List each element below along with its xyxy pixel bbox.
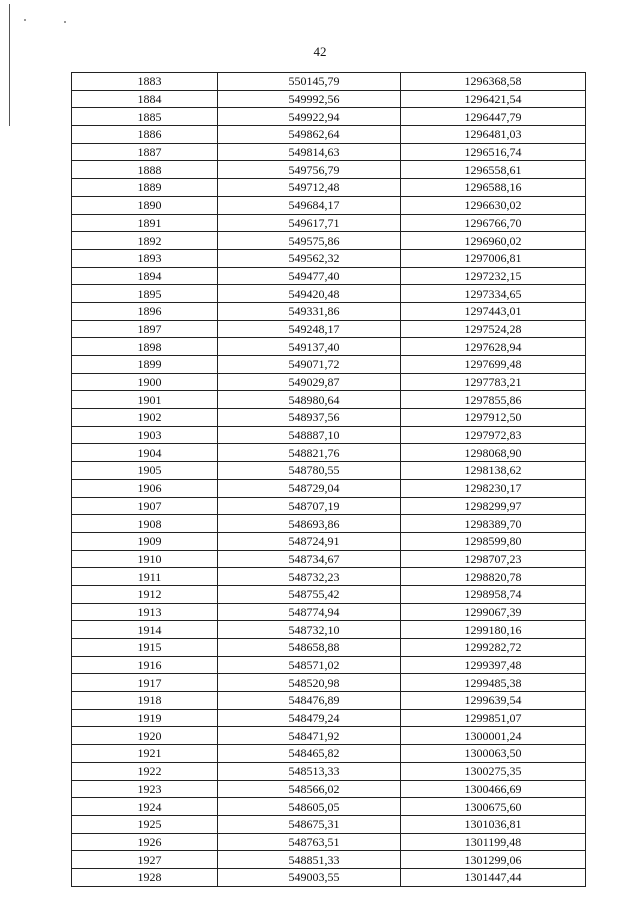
y-coordinate-cell: 1298707,23 (401, 550, 586, 568)
scan-speck (24, 19, 26, 21)
y-coordinate-cell: 1296960,02 (401, 232, 586, 250)
y-coordinate-cell: 1296516,74 (401, 143, 586, 161)
point-number-cell: 1918 (72, 692, 218, 710)
point-number-cell: 1902 (72, 409, 218, 427)
y-coordinate-cell: 1297232,15 (401, 267, 586, 285)
y-coordinate-cell: 1300466,69 (401, 780, 586, 798)
y-coordinate-cell: 1298068,90 (401, 444, 586, 462)
table-row (72, 798, 586, 816)
x-coordinate-cell: 548851,33 (218, 851, 401, 869)
table-row (72, 73, 586, 91)
table-row (72, 249, 586, 267)
point-number-cell: 1923 (72, 780, 218, 798)
x-coordinate-cell: 549420,48 (218, 285, 401, 303)
y-coordinate-cell: 1299485,38 (401, 674, 586, 692)
x-coordinate-cell: 548732,10 (218, 621, 401, 639)
y-coordinate-cell: 1300275,35 (401, 762, 586, 780)
x-coordinate-cell: 548471,92 (218, 727, 401, 745)
x-coordinate-cell: 548887,10 (218, 426, 401, 444)
y-coordinate-cell: 1297006,81 (401, 249, 586, 267)
page-number: 42 (313, 44, 327, 59)
table-row (72, 161, 586, 179)
point-number-cell: 1886 (72, 126, 218, 144)
table-row (72, 815, 586, 833)
point-number-cell: 1911 (72, 568, 218, 586)
y-coordinate-cell: 1297524,28 (401, 320, 586, 338)
y-coordinate-cell: 1298389,70 (401, 515, 586, 533)
table-row (72, 196, 586, 214)
x-coordinate-cell: 549684,17 (218, 196, 401, 214)
x-coordinate-cell: 548520,98 (218, 674, 401, 692)
point-number-cell: 1887 (72, 143, 218, 161)
y-coordinate-cell: 1299067,39 (401, 603, 586, 621)
point-number-cell: 1901 (72, 391, 218, 409)
y-coordinate-cell: 1299639,54 (401, 692, 586, 710)
x-coordinate-cell: 549756,79 (218, 161, 401, 179)
y-coordinate-cell: 1298299,97 (401, 497, 586, 515)
point-number-cell: 1899 (72, 356, 218, 374)
point-number-cell: 1897 (72, 320, 218, 338)
point-number-cell: 1884 (72, 90, 218, 108)
x-coordinate-cell: 550145,79 (218, 73, 401, 91)
x-coordinate-cell: 548566,02 (218, 780, 401, 798)
x-coordinate-cell: 549617,71 (218, 214, 401, 232)
table-body (72, 73, 586, 887)
point-number-cell: 1919 (72, 709, 218, 727)
x-coordinate-cell: 548479,24 (218, 709, 401, 727)
table-row (72, 356, 586, 374)
table-row (72, 302, 586, 320)
point-number-cell: 1892 (72, 232, 218, 250)
point-number-cell: 1885 (72, 108, 218, 126)
point-number-cell: 1905 (72, 462, 218, 480)
x-coordinate-cell: 548693,86 (218, 515, 401, 533)
x-coordinate-cell: 549814,63 (218, 143, 401, 161)
x-coordinate-cell: 548571,02 (218, 656, 401, 674)
y-coordinate-cell: 1298138,62 (401, 462, 586, 480)
y-coordinate-cell: 1298820,78 (401, 568, 586, 586)
y-coordinate-cell: 1299282,72 (401, 639, 586, 657)
y-coordinate-cell: 1297699,48 (401, 356, 586, 374)
point-number-cell: 1910 (72, 550, 218, 568)
point-number-cell: 1889 (72, 179, 218, 197)
y-coordinate-cell: 1296421,54 (401, 90, 586, 108)
x-coordinate-cell: 549575,86 (218, 232, 401, 250)
table-row (72, 232, 586, 250)
table-row (72, 833, 586, 851)
scan-speck (64, 21, 66, 23)
table-row (72, 692, 586, 710)
table-row (72, 709, 586, 727)
y-coordinate-cell: 1300001,24 (401, 727, 586, 745)
point-number-cell: 1928 (72, 868, 218, 886)
x-coordinate-cell: 548724,91 (218, 532, 401, 550)
y-coordinate-cell: 1300675,60 (401, 798, 586, 816)
table-row (72, 497, 586, 515)
coordinates-table (71, 72, 586, 887)
point-number-cell: 1908 (72, 515, 218, 533)
x-coordinate-cell: 549137,40 (218, 338, 401, 356)
table-row (72, 462, 586, 480)
point-number-cell: 1912 (72, 585, 218, 603)
point-number-cell: 1926 (72, 833, 218, 851)
table-row (72, 780, 586, 798)
x-coordinate-cell: 548513,33 (218, 762, 401, 780)
point-number-cell: 1922 (72, 762, 218, 780)
point-number-cell: 1904 (72, 444, 218, 462)
table-row (72, 585, 586, 603)
table-row (72, 656, 586, 674)
table-row (72, 532, 586, 550)
x-coordinate-cell: 548605,05 (218, 798, 401, 816)
x-coordinate-cell: 549477,40 (218, 267, 401, 285)
point-number-cell: 1894 (72, 267, 218, 285)
point-number-cell: 1916 (72, 656, 218, 674)
y-coordinate-cell: 1296588,16 (401, 179, 586, 197)
y-coordinate-cell: 1300063,50 (401, 745, 586, 763)
y-coordinate-cell: 1301036,81 (401, 815, 586, 833)
table-row (72, 373, 586, 391)
point-number-cell: 1920 (72, 727, 218, 745)
x-coordinate-cell: 549562,32 (218, 249, 401, 267)
y-coordinate-cell: 1296630,02 (401, 196, 586, 214)
y-coordinate-cell: 1297972,83 (401, 426, 586, 444)
point-number-cell: 1896 (72, 302, 218, 320)
table-row (72, 391, 586, 409)
x-coordinate-cell: 548734,67 (218, 550, 401, 568)
table-row (72, 320, 586, 338)
y-coordinate-cell: 1296558,61 (401, 161, 586, 179)
point-number-cell: 1925 (72, 815, 218, 833)
x-coordinate-cell: 548732,23 (218, 568, 401, 586)
table-row (72, 426, 586, 444)
point-number-cell: 1891 (72, 214, 218, 232)
table-row (72, 515, 586, 533)
x-coordinate-cell: 548658,88 (218, 639, 401, 657)
y-coordinate-cell: 1298599,80 (401, 532, 586, 550)
table-row (72, 214, 586, 232)
point-number-cell: 1906 (72, 479, 218, 497)
table-row (72, 338, 586, 356)
table-row (72, 727, 586, 745)
x-coordinate-cell: 548763,51 (218, 833, 401, 851)
x-coordinate-cell: 548707,19 (218, 497, 401, 515)
x-coordinate-cell: 548476,89 (218, 692, 401, 710)
y-coordinate-cell: 1298230,17 (401, 479, 586, 497)
x-coordinate-cell: 548465,82 (218, 745, 401, 763)
x-coordinate-cell: 549248,17 (218, 320, 401, 338)
x-coordinate-cell: 549862,64 (218, 126, 401, 144)
point-number-cell: 1893 (72, 249, 218, 267)
y-coordinate-cell: 1297783,21 (401, 373, 586, 391)
x-coordinate-cell: 549071,72 (218, 356, 401, 374)
y-coordinate-cell: 1301199,48 (401, 833, 586, 851)
point-number-cell: 1917 (72, 674, 218, 692)
scan-edge-line (9, 4, 10, 126)
y-coordinate-cell: 1296481,03 (401, 126, 586, 144)
table-row (72, 868, 586, 886)
table-row (72, 745, 586, 763)
y-coordinate-cell: 1299397,48 (401, 656, 586, 674)
x-coordinate-cell: 549922,94 (218, 108, 401, 126)
y-coordinate-cell: 1297443,01 (401, 302, 586, 320)
x-coordinate-cell: 548937,56 (218, 409, 401, 427)
table-row (72, 90, 586, 108)
x-coordinate-cell: 548780,55 (218, 462, 401, 480)
table-row (72, 179, 586, 197)
table-row (72, 851, 586, 869)
y-coordinate-cell: 1296368,58 (401, 73, 586, 91)
table-row (72, 143, 586, 161)
point-number-cell: 1888 (72, 161, 218, 179)
y-coordinate-cell: 1297912,50 (401, 409, 586, 427)
point-number-cell: 1895 (72, 285, 218, 303)
y-coordinate-cell: 1297334,65 (401, 285, 586, 303)
x-coordinate-cell: 548755,42 (218, 585, 401, 603)
table-row (72, 603, 586, 621)
x-coordinate-cell: 548980,64 (218, 391, 401, 409)
point-number-cell: 1898 (72, 338, 218, 356)
point-number-cell: 1909 (72, 532, 218, 550)
table-row (72, 568, 586, 586)
y-coordinate-cell: 1301447,44 (401, 868, 586, 886)
y-coordinate-cell: 1299851,07 (401, 709, 586, 727)
point-number-cell: 1900 (72, 373, 218, 391)
point-number-cell: 1883 (72, 73, 218, 91)
x-coordinate-cell: 548774,94 (218, 603, 401, 621)
x-coordinate-cell: 549992,56 (218, 90, 401, 108)
point-number-cell: 1914 (72, 621, 218, 639)
table-row (72, 409, 586, 427)
x-coordinate-cell: 548729,04 (218, 479, 401, 497)
point-number-cell: 1907 (72, 497, 218, 515)
table-row (72, 621, 586, 639)
table-row (72, 108, 586, 126)
table-row (72, 126, 586, 144)
y-coordinate-cell: 1301299,06 (401, 851, 586, 869)
y-coordinate-cell: 1296766,70 (401, 214, 586, 232)
table-row (72, 267, 586, 285)
y-coordinate-cell: 1296447,79 (401, 108, 586, 126)
table-row (72, 639, 586, 657)
point-number-cell: 1921 (72, 745, 218, 763)
table-row (72, 444, 586, 462)
point-number-cell: 1903 (72, 426, 218, 444)
x-coordinate-cell: 549331,86 (218, 302, 401, 320)
x-coordinate-cell: 549003,55 (218, 868, 401, 886)
table-row (72, 762, 586, 780)
x-coordinate-cell: 549712,48 (218, 179, 401, 197)
y-coordinate-cell: 1299180,16 (401, 621, 586, 639)
x-coordinate-cell: 549029,87 (218, 373, 401, 391)
table-row (72, 674, 586, 692)
y-coordinate-cell: 1297628,94 (401, 338, 586, 356)
point-number-cell: 1913 (72, 603, 218, 621)
table-row (72, 285, 586, 303)
point-number-cell: 1915 (72, 639, 218, 657)
x-coordinate-cell: 548821,76 (218, 444, 401, 462)
y-coordinate-cell: 1297855,86 (401, 391, 586, 409)
table-row (72, 479, 586, 497)
y-coordinate-cell: 1298958,74 (401, 585, 586, 603)
point-number-cell: 1924 (72, 798, 218, 816)
point-number-cell: 1890 (72, 196, 218, 214)
table-row (72, 550, 586, 568)
x-coordinate-cell: 548675,31 (218, 815, 401, 833)
point-number-cell: 1927 (72, 851, 218, 869)
